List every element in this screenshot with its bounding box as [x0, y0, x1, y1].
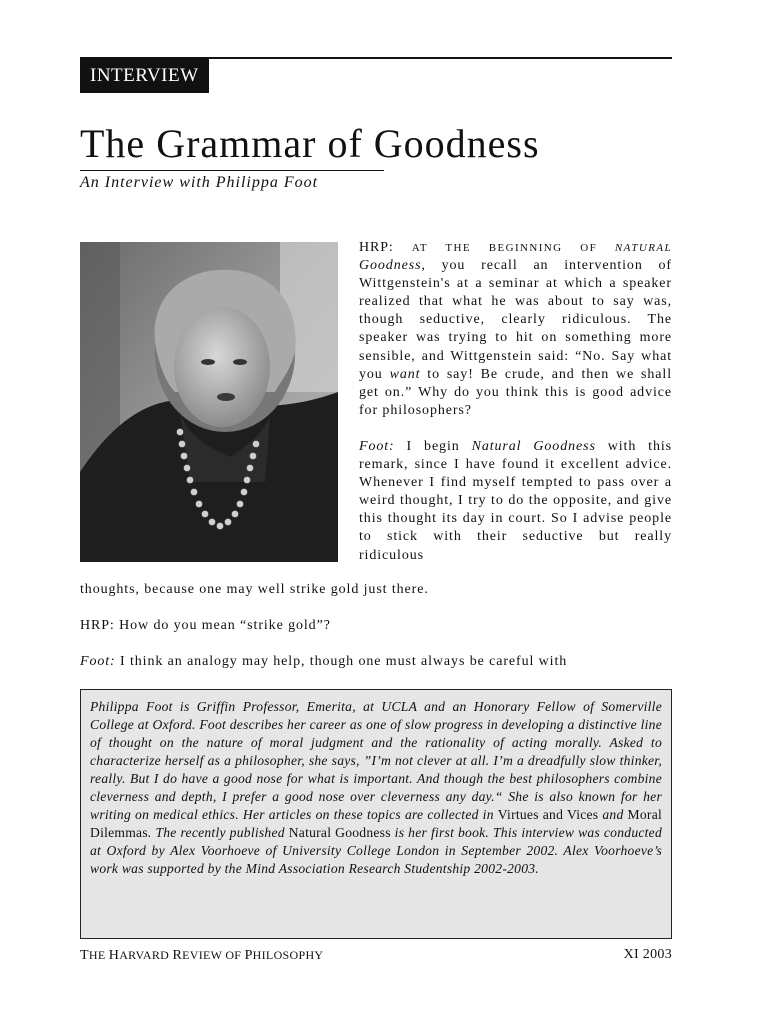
bio-part-1: Philippa Foot is Griffin Professor, Emerita, at UCLA and an Honorary Fellow of Somerville College at Oxford. Foot describes her career as one of slow progress in developing a distinctive line of thought on the nature of moral judgment and the rationality of acting morally. Asked to characterize herself as a philosopher, she says, ”I’m not clever at all. I’m a dreadfully slow thinker, really. But I do have a good nose for what is important. And though the best philosophers combine cleverness and depth, I prefer a good nose over cleverness any day.“ She is also known for her writing on medical ethics. Her articles on these topics are collected in — [90, 699, 662, 822]
bio-box — [80, 689, 672, 939]
answer-1-pre: I begin — [394, 438, 472, 454]
question-2-text: HRP: How do you mean “strike gold”? — [80, 618, 331, 633]
book-title-start: NATURAL — [614, 242, 672, 254]
journal-name-hilosophy: HILOSOPHY — [252, 948, 324, 962]
bio-part-3: is her first book. This interview was conducted at Oxford by Alex Voorhoeve of University College London in September 2002. Alex Voorhoeve’s work was supported by the Mind Association Research Studentship 2002-2003. — [90, 825, 663, 876]
book-moral-dilemmas: Moral Dilemmas — [90, 807, 663, 840]
bio-and: and — [598, 807, 628, 822]
journal-name-h: H — [108, 948, 120, 963]
question-1-end: to say! Be crude, and then we shall get on.” Why do you think this is good advice for philosophers? — [359, 366, 672, 418]
bio-text — [90, 698, 662, 878]
answer-2-text: I think an analogy may help, though one must always be careful with — [115, 654, 568, 669]
title-rule — [80, 170, 384, 171]
answer-1 — [359, 438, 672, 565]
journal-name-t: T — [80, 948, 89, 963]
bio-part-2: . The recently published — [147, 825, 289, 840]
speaker-foot-2: Foot: — [80, 654, 116, 669]
book-title: Natural Goodness — [471, 438, 596, 454]
speaker-foot: Foot: — [359, 438, 395, 454]
question-2 — [80, 617, 672, 635]
answer-1-continuation — [80, 581, 672, 599]
issue-number: XI 2003 — [623, 947, 672, 962]
small-caps-lead: AT THE BEGINNING OF — [411, 242, 615, 254]
book-virtues-and-vices: Virtues and Vices — [497, 807, 599, 822]
answer-1-text: with this remark, since I have found it excellent advice. Whenever I find myself tempted to pass over a weird thought, I try to do the opposite, and give this thought its day in court. So I advise people to stick with their seductive but really ridiculous — [359, 438, 672, 563]
question-1-text: , you recall an intervention of Wittgenstein's at a seminar at which a speaker realized that what he was about to say was, though seductive, clearly ridiculous. The speaker was trying to hit on something more sensible, and Wittgenstein said: “No. Say what you — [359, 258, 672, 382]
book-natural-goodness: Natural Goodness — [288, 825, 391, 840]
answer-2 — [80, 653, 672, 671]
emphasis-want: want — [389, 366, 421, 382]
book-title-end: Goodness — [359, 258, 422, 274]
journal-name — [80, 946, 323, 965]
continuation-text: thoughts, because one may well strike gold just there. — [80, 582, 429, 597]
section-label: INTERVIEW — [80, 58, 209, 93]
question-1 — [359, 239, 672, 420]
journal-name-r: R — [172, 948, 183, 963]
page-footer — [80, 946, 672, 965]
speaker-hrp: HRP: — [359, 240, 412, 255]
answer-2-paragraph — [80, 653, 672, 671]
article-title: The Grammar of Goodness — [80, 121, 540, 166]
interview-column — [359, 239, 672, 565]
journal-name-p: P — [244, 948, 253, 963]
article-subtitle: An Interview with Philippa Foot — [80, 174, 319, 191]
portrait-photo — [80, 242, 338, 562]
journal-name-arvard: ARVARD — [119, 948, 173, 962]
journal-name-eview-of: EVIEW OF — [182, 948, 245, 962]
journal-name-he: HE — [88, 948, 109, 962]
